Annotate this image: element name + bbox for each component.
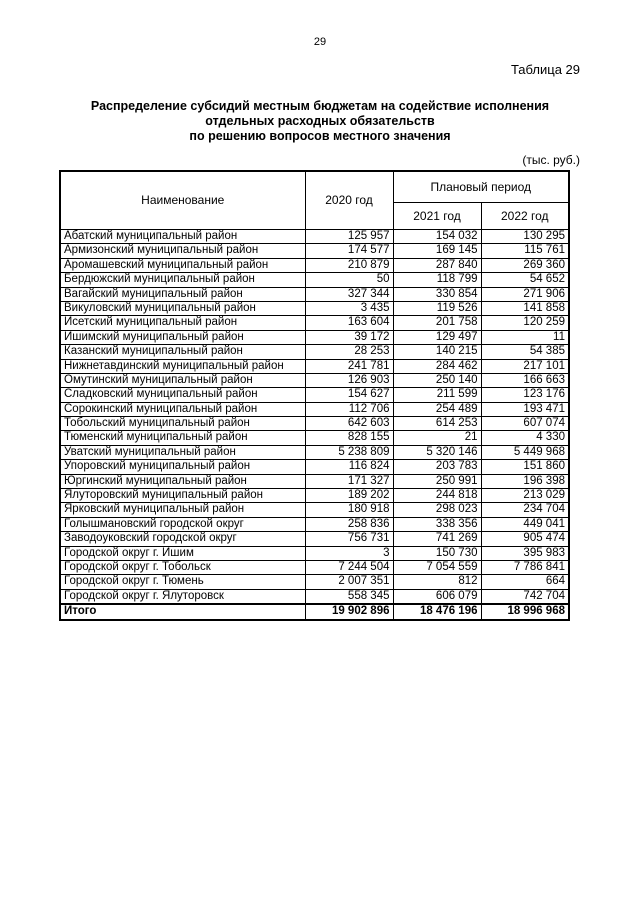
cell-name: Городской округ г. Тюмень — [60, 575, 305, 589]
cell-2021: 330 854 — [393, 287, 481, 301]
cell-name: Вагайский муниципальный район — [60, 287, 305, 301]
table-row — [60, 273, 569, 287]
title-line: по решению вопросов местного значения — [189, 129, 451, 143]
cell-2021: 250 140 — [393, 373, 481, 387]
table-row — [60, 589, 569, 604]
table-row — [60, 402, 569, 416]
table-row — [60, 445, 569, 459]
table-row — [60, 330, 569, 344]
cell-2020: 180 918 — [305, 503, 393, 517]
cell-2021: 211 599 — [393, 388, 481, 402]
table-row — [60, 560, 569, 574]
table-row — [60, 258, 569, 272]
table-row — [60, 287, 569, 301]
cell-2022: 607 074 — [481, 417, 569, 431]
cell-2022: 18 996 968 — [481, 604, 569, 619]
cell-2021: 169 145 — [393, 244, 481, 258]
cell-name: Заводоуковский городской округ — [60, 532, 305, 546]
cell-2021: 203 783 — [393, 460, 481, 474]
cell-name: Голышмановский городской округ — [60, 517, 305, 531]
cell-2020: 327 344 — [305, 287, 393, 301]
cell-2021: 287 840 — [393, 258, 481, 272]
cell-name: Юргинский муниципальный район — [60, 474, 305, 488]
cell-name: Городской округ г. Тобольск — [60, 560, 305, 574]
cell-2021: 140 215 — [393, 345, 481, 359]
table-row — [60, 489, 569, 503]
cell-2020: 116 824 — [305, 460, 393, 474]
cell-name: Городской округ г. Ишим — [60, 546, 305, 560]
cell-name: Итого — [60, 604, 305, 619]
cell-name: Викуловский муниципальный район — [60, 301, 305, 315]
table-number: Таблица 29 — [510, 62, 580, 77]
cell-name: Бердюжский муниципальный район — [60, 273, 305, 287]
cell-2020: 50 — [305, 273, 393, 287]
cell-2020: 7 244 504 — [305, 560, 393, 574]
cell-2020: 39 172 — [305, 330, 393, 344]
cell-2021: 284 462 — [393, 359, 481, 373]
cell-name: Городской округ г. Ялуторовск — [60, 589, 305, 604]
title-line: отдельных расходных обязательств — [205, 114, 435, 128]
cell-2020: 154 627 — [305, 388, 393, 402]
cell-2020: 171 327 — [305, 474, 393, 488]
cell-2021: 741 269 — [393, 532, 481, 546]
cell-2022: 151 860 — [481, 460, 569, 474]
cell-name: Нижнетавдинский муниципальный район — [60, 359, 305, 373]
table-row — [60, 316, 569, 330]
table-row — [60, 546, 569, 560]
table-row — [60, 244, 569, 258]
cell-name: Тобольский муниципальный район — [60, 417, 305, 431]
table-row — [60, 417, 569, 431]
cell-2020: 5 238 809 — [305, 445, 393, 459]
page-number: 29 — [313, 36, 327, 48]
cell-2022: 217 101 — [481, 359, 569, 373]
table-row — [60, 373, 569, 387]
table-row — [60, 460, 569, 474]
table-row — [60, 431, 569, 445]
cell-2022: 141 858 — [481, 301, 569, 315]
cell-2021: 118 799 — [393, 273, 481, 287]
cell-2022: 115 761 — [481, 244, 569, 258]
table-row — [60, 359, 569, 373]
cell-2021: 154 032 — [393, 230, 481, 244]
table-row — [60, 388, 569, 402]
cell-2021: 614 253 — [393, 417, 481, 431]
cell-name: Ярковский муниципальный район — [60, 503, 305, 517]
cell-2022: 11 — [481, 330, 569, 344]
cell-2020: 3 — [305, 546, 393, 560]
cell-2020: 210 879 — [305, 258, 393, 272]
cell-2020: 125 957 — [305, 230, 393, 244]
cell-2022: 120 259 — [481, 316, 569, 330]
cell-name: Абатский муниципальный район — [60, 230, 305, 244]
header-2020: 2020 год — [305, 171, 393, 230]
cell-2022: 130 295 — [481, 230, 569, 244]
cell-2021: 254 489 — [393, 402, 481, 416]
cell-2020: 642 603 — [305, 417, 393, 431]
cell-2022: 193 471 — [481, 402, 569, 416]
cell-name: Ялуторовский муниципальный район — [60, 489, 305, 503]
cell-2022: 7 786 841 — [481, 560, 569, 574]
cell-2021: 7 054 559 — [393, 560, 481, 574]
cell-2021: 18 476 196 — [393, 604, 481, 619]
table-row — [60, 575, 569, 589]
cell-2022: 234 704 — [481, 503, 569, 517]
cell-2022: 5 449 968 — [481, 445, 569, 459]
header-name: Наименование — [60, 171, 305, 230]
title-line: Распределение субсидий местным бюджетам на содействие исполнения — [90, 99, 550, 113]
cell-2021: 606 079 — [393, 589, 481, 604]
cell-name: Казанский муниципальный район — [60, 345, 305, 359]
cell-name: Сладковский муниципальный район — [60, 388, 305, 402]
cell-2021: 129 497 — [393, 330, 481, 344]
cell-2020: 174 577 — [305, 244, 393, 258]
cell-2020: 112 706 — [305, 402, 393, 416]
header-2022: 2022 год — [481, 203, 569, 230]
cell-2022: 742 704 — [481, 589, 569, 604]
total-row — [60, 604, 569, 619]
header-2021: 2021 год — [393, 203, 481, 230]
cell-2020: 2 007 351 — [305, 575, 393, 589]
cell-2022: 213 029 — [481, 489, 569, 503]
cell-2022: 271 906 — [481, 287, 569, 301]
cell-2020: 189 202 — [305, 489, 393, 503]
cell-2021: 5 320 146 — [393, 445, 481, 459]
cell-2021: 338 356 — [393, 517, 481, 531]
cell-2022: 905 474 — [481, 532, 569, 546]
cell-name: Аромашевский муниципальный район — [60, 258, 305, 272]
table-row — [60, 230, 569, 244]
cell-2022: 123 176 — [481, 388, 569, 402]
subsidy-table — [59, 170, 570, 621]
cell-2022: 54 652 — [481, 273, 569, 287]
cell-2021: 812 — [393, 575, 481, 589]
table-row — [60, 301, 569, 315]
cell-2020: 28 253 — [305, 345, 393, 359]
unit-label: (тыс. руб.) — [522, 153, 580, 167]
cell-name: Тюменский муниципальный район — [60, 431, 305, 445]
cell-name: Сорокинский муниципальный район — [60, 402, 305, 416]
cell-2022: 4 330 — [481, 431, 569, 445]
cell-2022: 54 385 — [481, 345, 569, 359]
cell-name: Исетский муниципальный район — [60, 316, 305, 330]
cell-2022: 166 663 — [481, 373, 569, 387]
cell-name: Ишимский муниципальный район — [60, 330, 305, 344]
cell-name: Упоровский муниципальный район — [60, 460, 305, 474]
cell-2022: 269 360 — [481, 258, 569, 272]
cell-2020: 19 902 896 — [305, 604, 393, 619]
cell-2020: 756 731 — [305, 532, 393, 546]
cell-name: Армизонский муниципальный район — [60, 244, 305, 258]
cell-2021: 244 818 — [393, 489, 481, 503]
cell-2022: 196 398 — [481, 474, 569, 488]
table-body — [60, 230, 569, 620]
cell-2020: 241 781 — [305, 359, 393, 373]
table-row — [60, 503, 569, 517]
cell-2020: 558 345 — [305, 589, 393, 604]
cell-2021: 150 730 — [393, 546, 481, 560]
cell-2020: 828 155 — [305, 431, 393, 445]
table-row — [60, 474, 569, 488]
cell-2022: 395 983 — [481, 546, 569, 560]
cell-name: Омутинский муниципальный район — [60, 373, 305, 387]
cell-name: Уватский муниципальный район — [60, 445, 305, 459]
cell-2020: 258 836 — [305, 517, 393, 531]
table-row — [60, 532, 569, 546]
cell-2021: 21 — [393, 431, 481, 445]
cell-2020: 126 903 — [305, 373, 393, 387]
cell-2020: 3 435 — [305, 301, 393, 315]
table-row — [60, 345, 569, 359]
cell-2022: 449 041 — [481, 517, 569, 531]
cell-2021: 201 758 — [393, 316, 481, 330]
table-row — [60, 517, 569, 531]
cell-2020: 163 604 — [305, 316, 393, 330]
header-plan-period: Плановый период — [393, 171, 569, 203]
table-title — [60, 99, 580, 144]
cell-2021: 298 023 — [393, 503, 481, 517]
cell-2021: 250 991 — [393, 474, 481, 488]
cell-2021: 119 526 — [393, 301, 481, 315]
cell-2022: 664 — [481, 575, 569, 589]
